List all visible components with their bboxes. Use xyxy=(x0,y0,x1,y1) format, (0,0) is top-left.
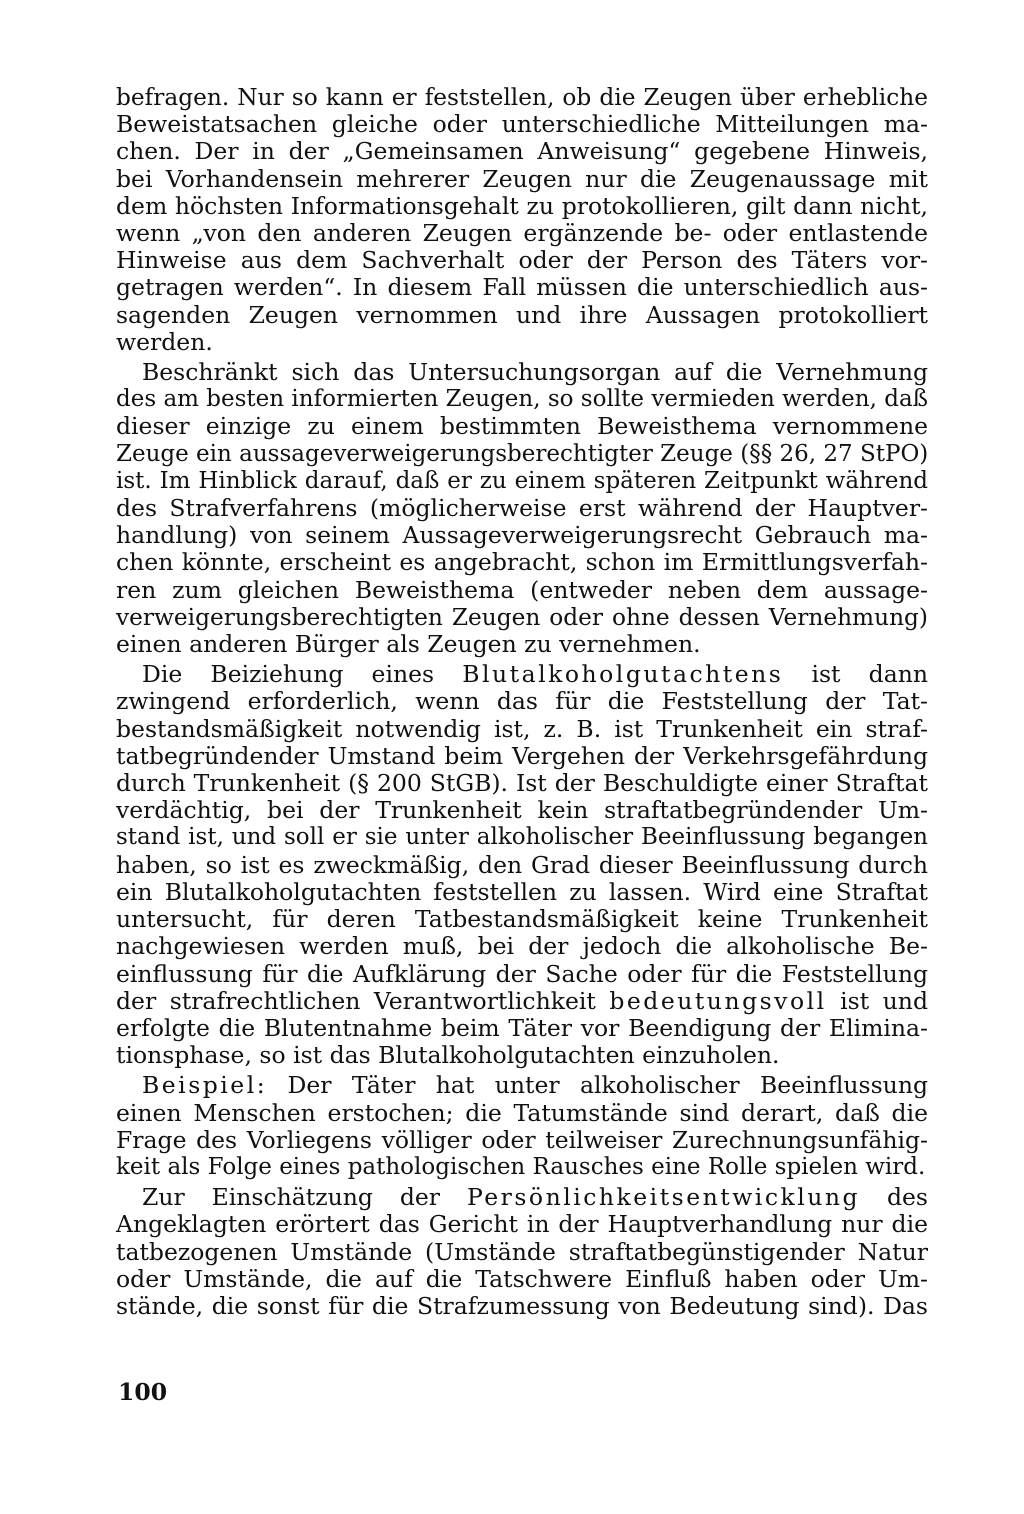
text-run: ist dann xyxy=(783,660,928,689)
text-line: durch Trunkenheit (§ 200 StGB). Ist der Beschuldigte einer Straftat xyxy=(116,769,928,798)
text-line: stände, die sonst für die Strafzumessung von Bedeutung sind). Das xyxy=(116,1291,928,1320)
text-line: getragen werden“. In diesem Fall müssen die unterschiedlich aus- xyxy=(116,273,928,302)
text-line: Frage des Vorliegens völliger oder teilweiser Zurechnungsunfähig- xyxy=(116,1125,928,1154)
text-line: oder Umstände, die auf die Tatschwere Einfluß haben oder Um- xyxy=(116,1264,928,1293)
text-run: Der Täter hat unter alkoholischer Beeinflussung xyxy=(267,1071,928,1100)
text-line: Hinweise aus dem Sachverhalt oder der Person des Täters vor- xyxy=(116,246,928,275)
text-line: einen anderen Bürger als Zeugen zu vernehmen. xyxy=(116,630,701,659)
text-line: nachgewiesen werden muß, bei der jedoch die alkoholische Be- xyxy=(116,932,928,961)
text-line: Beschränkt sich das Untersuchungsorgan auf die Vernehmung xyxy=(142,358,928,387)
text-line: dieser einzige zu einem bestimmten Beweisthema vernommene xyxy=(116,412,928,441)
text-line xyxy=(116,1184,928,1211)
text-line: handlung) von seinem Aussageverweigerungsrecht Gebrauch ma- xyxy=(116,521,928,550)
text-line: wenn „von den anderen Zeugen ergänzende be- oder entlastende xyxy=(116,219,928,248)
text-line: ist. Im Hinblick darauf, daß er zu einem späteren Zeitpunkt während xyxy=(116,467,928,494)
emphasized-term: bedeutungsvoll xyxy=(609,986,827,1015)
text-run: Zur Einschätzung der xyxy=(142,1183,467,1212)
text-line: bei Vorhandensein mehrerer Zeugen nur die Zeugenaussage mit xyxy=(116,164,928,193)
text-line: keit als Folge eines pathologischen Rausches eine Rolle spielen wird. xyxy=(116,1153,926,1180)
emphasized-term: Beispiel: xyxy=(142,1071,268,1100)
text-line xyxy=(116,1072,928,1099)
emphasized-term: Blutalkoholgutachtens xyxy=(462,660,784,689)
body-text xyxy=(116,84,928,1323)
text-line: untersucht, für deren Tatbestandsmäßigkeit keine Trunkenheit xyxy=(116,905,928,934)
text-line: chen. Der in der „Gemeinsamen Anweisung“ gegebene Hinweis, xyxy=(116,137,928,166)
text-line: befragen. Nur so kann er feststellen, ob die Zeugen über erhebliche xyxy=(116,84,928,111)
text-line: dem höchsten Informationsgehalt zu protokollieren, gilt dann nicht, xyxy=(116,191,928,220)
text-line xyxy=(116,988,928,1015)
text-line: chen könnte, erscheint es angebracht, schon im Ermittlungsverfah- xyxy=(116,548,928,577)
text-line: einen Menschen erstochen; die Tatumstände sind derart, daß die xyxy=(116,1098,928,1127)
text-run: Die Beiziehung eines xyxy=(142,660,463,689)
text-line: Beweistatsachen gleiche oder unterschiedliche Mitteilungen ma- xyxy=(116,110,928,139)
text-run: der strafrechtlichen Verantwortlichkeit xyxy=(116,986,610,1015)
text-line xyxy=(116,661,928,688)
paragraph-5 xyxy=(116,1184,928,1320)
paragraph-4 xyxy=(116,1072,928,1181)
paragraph-1 xyxy=(116,84,928,356)
text-line: Angeklagten erörtert das Gericht in der Hauptverhandlung nur die xyxy=(116,1210,928,1239)
text-line: ren zum gleichen Beweisthema (entweder neben dem aussage- xyxy=(116,575,928,604)
text-line: Zeuge ein aussageverweigerungsberechtigter Zeuge (§§ 26, 27 StPO) xyxy=(116,440,929,467)
paragraph-3 xyxy=(116,661,928,1069)
text-line: zwingend erforderlich, wenn das für die Feststellung der Tat- xyxy=(116,687,928,716)
text-line: sagenden Zeugen vernommen und ihre Aussagen protokolliert xyxy=(116,300,928,329)
paragraph-2 xyxy=(116,359,928,658)
text-line: tatbegründender Umstand beim Vergehen der Verkehrsgefährdung xyxy=(116,741,928,770)
text-line: werden. xyxy=(116,327,213,356)
text-line: bestandsmäßigkeit notwendig ist, z. B. ist Trunkenheit ein straf- xyxy=(116,714,928,743)
text-line: des Strafverfahrens (möglicherweise erst während der Hauptver- xyxy=(116,494,928,523)
text-line: ein Blutalkoholgutachten feststellen zu lassen. Wird eine Straftat xyxy=(116,877,928,906)
text-line: stand ist, und soll er sie unter alkoholischer Beeinflussung begangen xyxy=(116,824,928,851)
text-line: des am besten informierten Zeugen, so sollte vermieden werden, daß xyxy=(116,386,929,413)
text-run: des xyxy=(860,1183,928,1212)
text-line: tatbezogenen Umstände (Umstände straftatbegünstigender Natur xyxy=(116,1237,928,1266)
text-line: verdächtig, bei der Trunkenheit kein straftatbegründender Um- xyxy=(116,796,928,825)
text-run: ist und xyxy=(826,986,928,1015)
text-line: erfolgte die Blutentnahme beim Täter vor Beendigung der Elimina- xyxy=(116,1013,928,1042)
page-number: 100 xyxy=(118,1378,168,1406)
text-line: verweigerungsberechtigten Zeugen oder ohne dessen Vernehmung) xyxy=(116,603,928,631)
text-line: tionsphase, so ist das Blutalkoholgutachten einzuholen. xyxy=(116,1041,780,1070)
emphasized-term: Persönlichkeitsentwicklung xyxy=(466,1183,861,1212)
text-line: haben, so ist es zweckmäßig, den Grad dieser Beeinflussung durch xyxy=(116,850,928,879)
text-line: einflussung für die Aufklärung der Sache oder für die Feststellung xyxy=(116,959,928,988)
